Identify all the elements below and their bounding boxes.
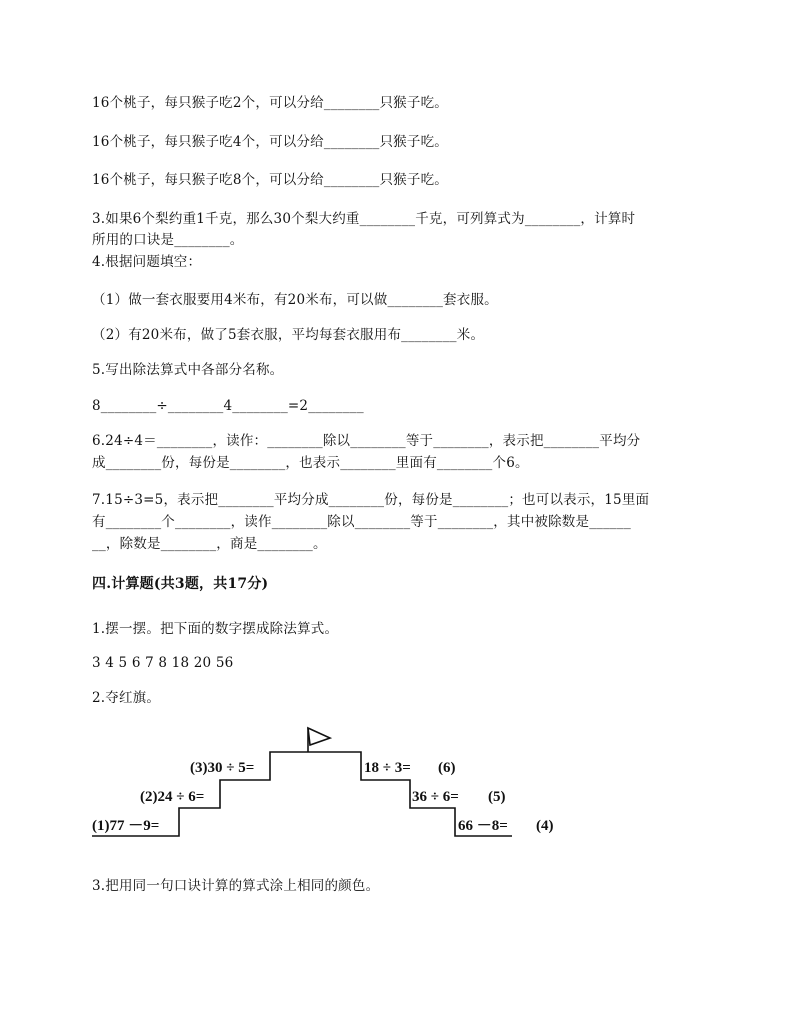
flag-icon <box>308 728 330 745</box>
step-4-expression: 66 －8= <box>458 818 508 834</box>
question-3-line-1: 3.如果6个梨约重1千克，那么30个梨大约重________千克，可列算式为________，计算时 <box>92 211 636 227</box>
question-4-part-1: （1）做一套衣服要用4米布，有20米布，可以做________套衣服。 <box>92 292 498 308</box>
calc-question-2: 2.夺红旗。 <box>92 690 161 706</box>
question-3-line-2: 所用的口诀是________。 <box>92 232 244 248</box>
calc-question-1: 1.摆一摆。把下面的数字摆成除法算式。 <box>92 621 339 637</box>
step-2-expression: (2)24 ÷ 6= <box>140 789 205 805</box>
number-list: 3 4 5 6 7 8 18 20 56 <box>92 655 234 671</box>
section-4-heading: 四.计算题(共3题，共17分) <box>92 576 269 592</box>
question-4-title: 4.根据问题填空： <box>92 254 202 270</box>
question-5-title: 5.写出除法算式中各部分名称。 <box>92 362 284 378</box>
step-5-label: (5) <box>488 789 506 805</box>
question-7-line-3: __，除数是________，商是________。 <box>92 536 327 552</box>
question-7-line-1: 7.15÷3=5，表示把________平均分成________份，每份是________；也可以表示，15里面 <box>92 492 650 508</box>
peach-question-4: 16个桃子，每只猴子吃4个，可以分给________只猴子吃。 <box>92 134 448 150</box>
step-6-expression: 18 ÷ 3= <box>364 760 411 776</box>
step-3-expression: (3)30 ÷ 5= <box>190 760 255 776</box>
question-5-formula: 8________÷________4________=2________ <box>92 398 364 414</box>
question-4-part-2: （2）有20米布，做了5套衣服，平均每套衣服用布________米。 <box>92 327 485 343</box>
step-6-label: (6) <box>438 760 456 776</box>
step-5-expression: 36 ÷ 6= <box>412 789 459 805</box>
step-4-label: (4) <box>536 818 554 834</box>
question-7-line-2: 有________个________，读作________除以________等于________，其中被除数是______ <box>92 514 631 530</box>
step-1-expression: (1)77 －9= <box>92 818 160 834</box>
calc-question-3: 3.把用同一句口诀计算的算式涂上相同的颜色。 <box>92 878 380 894</box>
peach-question-8: 16个桃子，每只猴子吃8个，可以分给________只猴子吃。 <box>92 172 448 188</box>
question-6-line-1: 6.24÷4＝________，读作：________除以________等于________，表示把________平均分 <box>92 433 641 449</box>
peach-question-2: 16个桃子，每只猴子吃2个，可以分给________只猴子吃。 <box>92 95 448 111</box>
question-6-line-2: 成________份，每份是________，也表示________里面有________个6。 <box>92 455 529 471</box>
